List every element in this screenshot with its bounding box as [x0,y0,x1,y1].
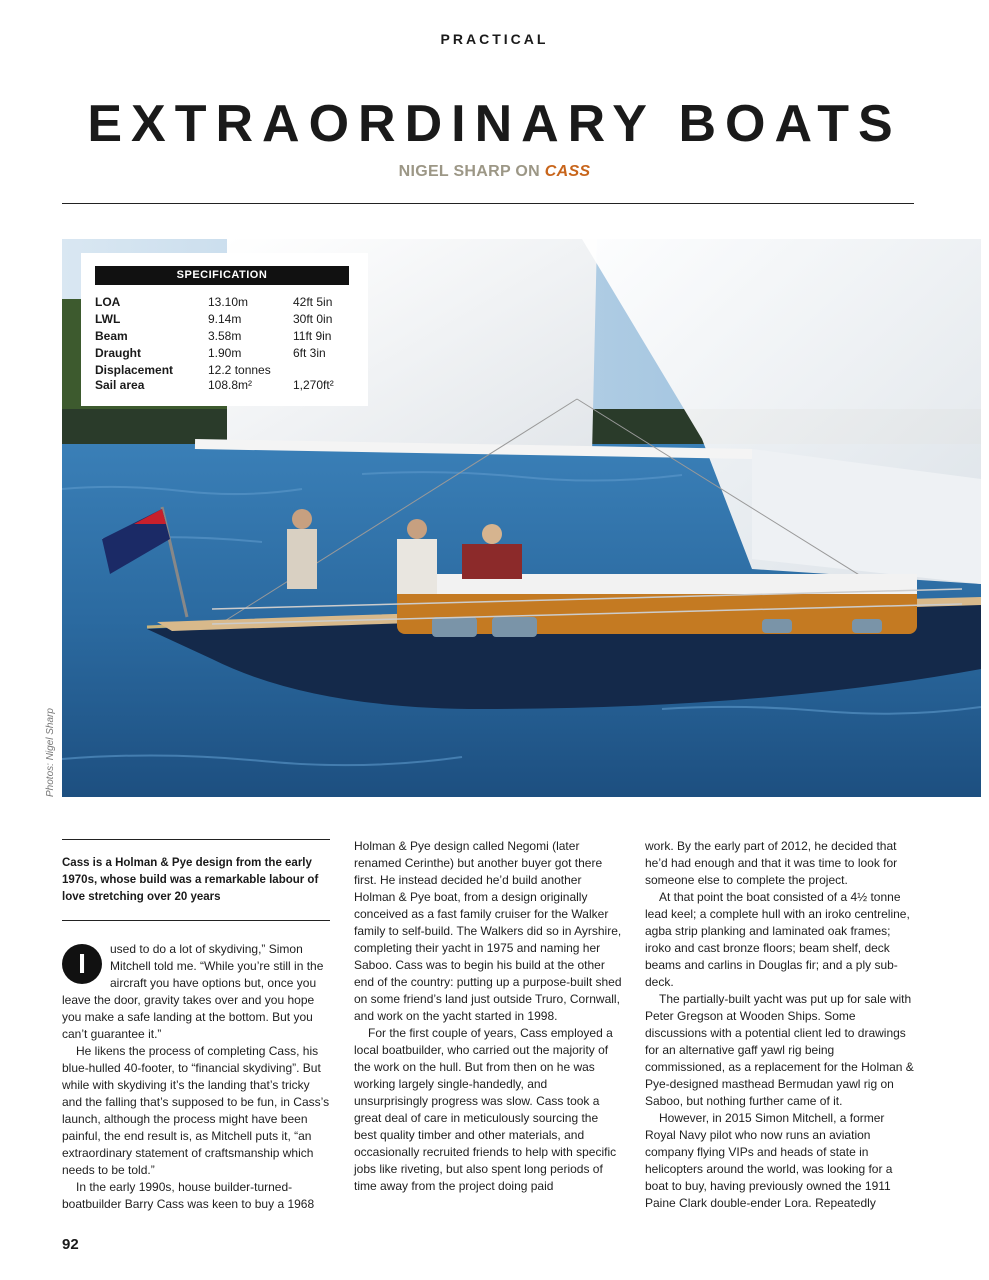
body-column-1 [62,941,330,1213]
article-headline: EXTRAORDINARY BOATS [87,95,902,153]
spec-label: Sail area [95,378,145,392]
byline-boat-name: CASS [544,163,591,180]
paragraph-text: used to do a lot of skydiving,” Simon Mitchell told me. “While you’re still in the aircraft you have options but, once you leave the door, gravity takes over and you hope you make a safe landing at the bottom. But you can’t guarantee it.” [62,942,324,1041]
spec-label: Displacement [95,363,174,377]
drop-cap: I [62,944,102,984]
body-paragraph: In the early 1990s, house builder-turned-boatbuilder Barry Cass was keen to buy a 1968 [62,1180,315,1211]
body-column-2 [354,838,622,1195]
spec-label: LOA [95,295,121,309]
section-label: PRACTICAL [440,31,549,47]
spec-imperial: 30ft 0in [293,312,333,326]
spec-metric: 13.10m [208,295,249,309]
header-rule [62,203,914,204]
body-paragraph: At that point the boat consisted of a 4½ tonne lead keel; a complete hull with an iroko centreline, agba strip planking and laminated oak frames; iroko and cast bronze floors; beam shelf, deck beams and carlins in Douglas fir; and a ply sub-deck. [645,890,910,989]
body-paragraph [62,941,330,1043]
spec-label: Draught [95,346,141,360]
body-paragraph: However, in 2015 Simon Mitchell, a former Royal Navy pilot who now runs an aviation company flying VIPs and heads of state in helicopters around the world, was looking for a boat to buy, having previously owned the 1911 Paine Clark double-ender Lora. Repeatedly [645,1111,893,1210]
spec-imperial: 42ft 5in [293,295,333,309]
spec-imperial: 6ft 3in [293,346,326,360]
spec-metric: 1.90m [208,346,242,360]
intro-rule-bottom [62,920,330,921]
intro-rule-top [62,839,330,840]
specification-box [81,253,368,406]
byline [0,163,989,181]
spec-label: LWL [95,312,121,326]
spec-metric: 12.2 tonnes [208,363,271,377]
specification-heading: SPECIFICATION [95,266,349,285]
photo-credit: Photos: Nigel Sharp [45,708,56,797]
spec-imperial: 1,270ft² [293,378,334,392]
body-paragraph: The partially-built yacht was put up for sale with Peter Gregson at Wooden Ships. Some discussions with a potential client led to drawings for an alternative gaff yawl rig being commissioned, as a replacement for the Holman & Pye-designed masthead Bermudan yawl rig on Saboo, but nothing further came of it. [645,992,914,1108]
spec-imperial: 11ft 9in [293,329,332,343]
page-number: 92 [62,1236,79,1253]
body-paragraph: He likens the process of completing Cass, his blue-hulled 40-footer, to “financial skydiving”. But while with skydiving it’s the landing that’s tricky and the falling that’s supposed to be fun, in Cass’s launch, although the process might have been painful, the end result is, as Mitchell puts it, “an extraordinary statement of craftsmanship which needs to be told.” [62,1044,330,1177]
body-column-3 [645,838,915,1212]
byline-author: NIGEL SHARP ON [398,163,545,180]
body-paragraph: For the first couple of years, Cass employed a local boatbuilder, who carried out the majority of the work on the hull. But from then on he was working largely single-handedly, and unsurprisingly progress was slow. Cass took a great deal of care in meticulously sourcing the best quality timber and other materials, and occasionally recruited friends to help with specific jobs like riveting, but also spent long periods of time away from the project doing paid [354,1026,617,1193]
body-paragraph: work. By the early part of 2012, he decided that he’d had enough and that it was time to look for someone else to complete the project. [645,839,898,887]
standfirst: Cass is a Holman & Pye design from the early 1970s, whose build was a remarkable labour of love stretching over 20 years [62,857,319,903]
spec-metric: 9.14m [208,312,242,326]
spec-label: Beam [95,329,128,343]
spec-metric: 108.8m² [208,378,253,392]
spec-metric: 3.58m [208,329,242,343]
body-paragraph: Holman & Pye design called Negomi (later renamed Cerinthe) but another buyer got there first. He instead decided he’d build another Holman & Pye boat, from a design originally conceived as a fast family cruiser for the Walker family to self-build. The Walkers did so in Ayrshire, completing their yacht in 1975 and naming her Saboo. Cass was to begin his build at the other end of the country: putting up a purpose-built shed on some friend’s land just outside Truro, Cornwall, and work on the yacht started in 1998. [354,839,622,1023]
